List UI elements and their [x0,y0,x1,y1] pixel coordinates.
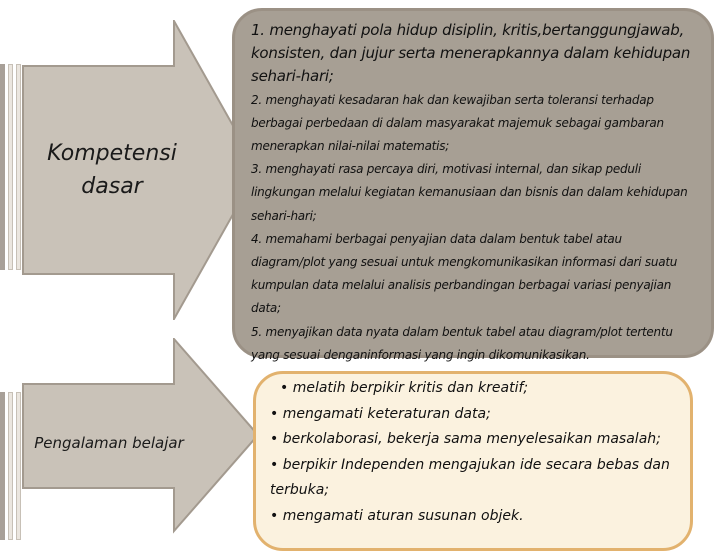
competency-label: Kompetensi dasar [47,141,177,199]
learning-item-2: • mengamati keteraturan data; [270,405,491,422]
learning-box [253,371,693,551]
competency-item-3: 3. menghayati rasa percaya diri, motivasi internal, dan sikap peduli lingkungan melalui kegiatan kemanusiaan dan bisnis dan dalam kehidupan sehari-hari; [251,162,688,223]
competency-item-1: 1. menghayati pola hidup disiplin, kritis,bertanggungjawab, konsisten, dan jujur serta menerapkannya dalam kehidupan sehari-hari; [251,21,691,86]
learning-item-1: • melatih berpikir kritis dan kreatif; [280,380,529,396]
learning-item-3: • berkolaborasi, bekerja sama menyelesaikan masalah; [270,431,661,447]
learning-item-4: • berpikir Independen mengajukan ide secara bebas dan terbuka; [270,456,670,498]
competency-arrow [22,20,262,320]
competency-item-2: 2. menghayati kesadaran hak dan kewajiban serta toleransi terhadap berbagai perbedaan di dalam masyarakat majemuk sebagai gambaran menerapkan nilai-nilai matematis; [251,92,664,154]
competency-item-5: 5. menyajikan data nyata dalam bentuk tabel atau diagram/plot tertentu yang sesuai denganinformasi yang ingin dikomunikasikan. [251,324,673,362]
competency-box [232,8,714,362]
learning-arrow [22,338,262,540]
competency-item-4: 4. memahami berbagai penyajian data dalam bentuk tabel atau diagram/plot yang sesuai untuk mengkomunikasikan informasi dari suatu kumpulan data melalui analisis perbandingan berbagai variasi penyajian data; [251,231,678,316]
learning-item-5: • mengamati aturan susunan objek. [270,507,524,524]
learning-label: Pengalaman belajar [34,434,184,452]
